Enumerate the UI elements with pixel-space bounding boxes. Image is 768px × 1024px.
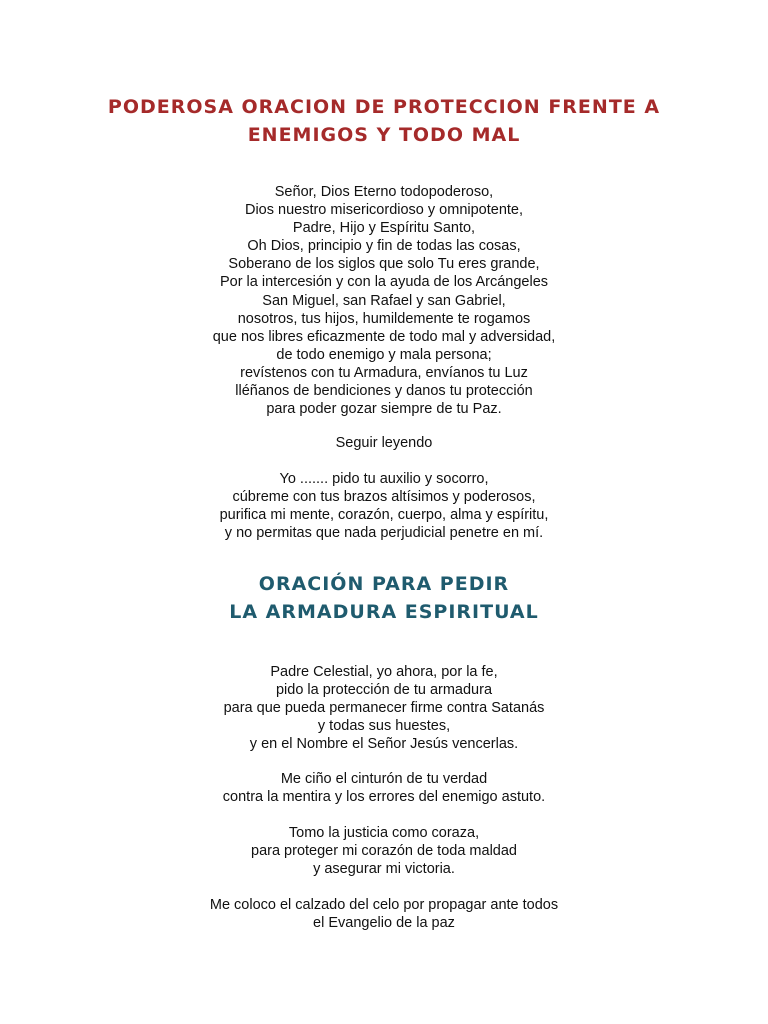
stanza-line: el Evangelio de la paz <box>313 915 455 932</box>
stanza-6 <box>0 896 768 932</box>
section-title-line-1: ORACIÓN PARA PEDIR <box>258 573 510 595</box>
stanza-line: y todas sus huestes, <box>317 718 451 735</box>
stanza-line: Oh Dios, principio y fin de todas las cosas, <box>247 238 521 255</box>
stanza-line: Yo ....... pido tu auxilio y socorro, <box>279 471 489 487</box>
stanza-line: lléñanos de bendiciones y danos tu protección <box>235 383 533 400</box>
section-title <box>0 570 768 626</box>
stanza-1 <box>0 183 768 418</box>
stanza-line: Dios nuestro misericordioso y omnipotente, <box>244 202 524 219</box>
stanza-line: pido la protección de tu armadura <box>275 682 493 699</box>
stanza-line: para poder gozar siempre de tu Paz. <box>266 401 502 418</box>
stanza-3 <box>0 663 768 753</box>
stanza-line: Padre Celestial, yo ahora, por la fe, <box>270 664 498 680</box>
seguir-leyendo-text <box>0 434 768 452</box>
main-title <box>0 93 768 149</box>
stanza-line: para que pueda permanecer firme contra Satanás <box>223 700 545 717</box>
stanza-line: cúbreme con tus brazos altísimos y poderosos, <box>232 489 536 506</box>
stanza-line: Padre, Hijo y Espíritu Santo, <box>292 220 476 237</box>
stanza-4 <box>0 770 768 806</box>
stanza-line: nosotros, tus hijos, humildemente te rogamos <box>237 310 531 327</box>
stanza-line: Por la intercesión y con la ayuda de los Arcángeles <box>219 274 549 291</box>
stanza-5 <box>0 824 768 878</box>
stanza-line: Me ciño el cinturón de tu verdad <box>280 771 488 787</box>
stanza-line: para proteger mi corazón de toda maldad <box>251 843 517 860</box>
stanza-line: revístenos con tu Armadura, envíanos tu Luz <box>240 364 528 381</box>
stanza-line: que nos libres eficazmente de todo mal y adversidad, <box>212 328 556 345</box>
seguir-leyendo-label: Seguir leyendo <box>335 435 433 451</box>
stanza-line: contra la mentira y los errores del enemigo astuto. <box>222 789 546 806</box>
section-title-line-2: LA ARMADURA ESPIRITUAL <box>229 601 539 623</box>
stanza-line: purifica mi mente, corazón, cuerpo, alma y espíritu, <box>219 507 549 524</box>
stanza-line: Me coloco el calzado del celo por propagar ante todos <box>209 897 559 913</box>
stanza-line: Soberano de los siglos que solo Tu eres grande, <box>228 256 540 273</box>
stanza-line: Tomo la justicia como coraza, <box>288 825 480 841</box>
stanza-line: de todo enemigo y mala persona; <box>276 346 492 363</box>
stanza-line: San Miguel, san Rafael y san Gabriel, <box>262 292 506 309</box>
main-title-line-2: ENEMIGOS Y TODO MAL <box>247 124 521 146</box>
stanza-line: y en el Nombre el Señor Jesús vencerlas. <box>249 736 519 753</box>
stanza-line: Señor, Dios Eterno todopoderoso, <box>274 184 494 200</box>
stanza-line: y no permitas que nada perjudicial penetre en mí. <box>224 525 544 542</box>
stanza-line: y asegurar mi victoria. <box>313 861 455 878</box>
stanza-2 <box>0 470 768 542</box>
main-title-line-1: PODEROSA ORACION DE PROTECCION FRENTE A <box>107 96 661 118</box>
